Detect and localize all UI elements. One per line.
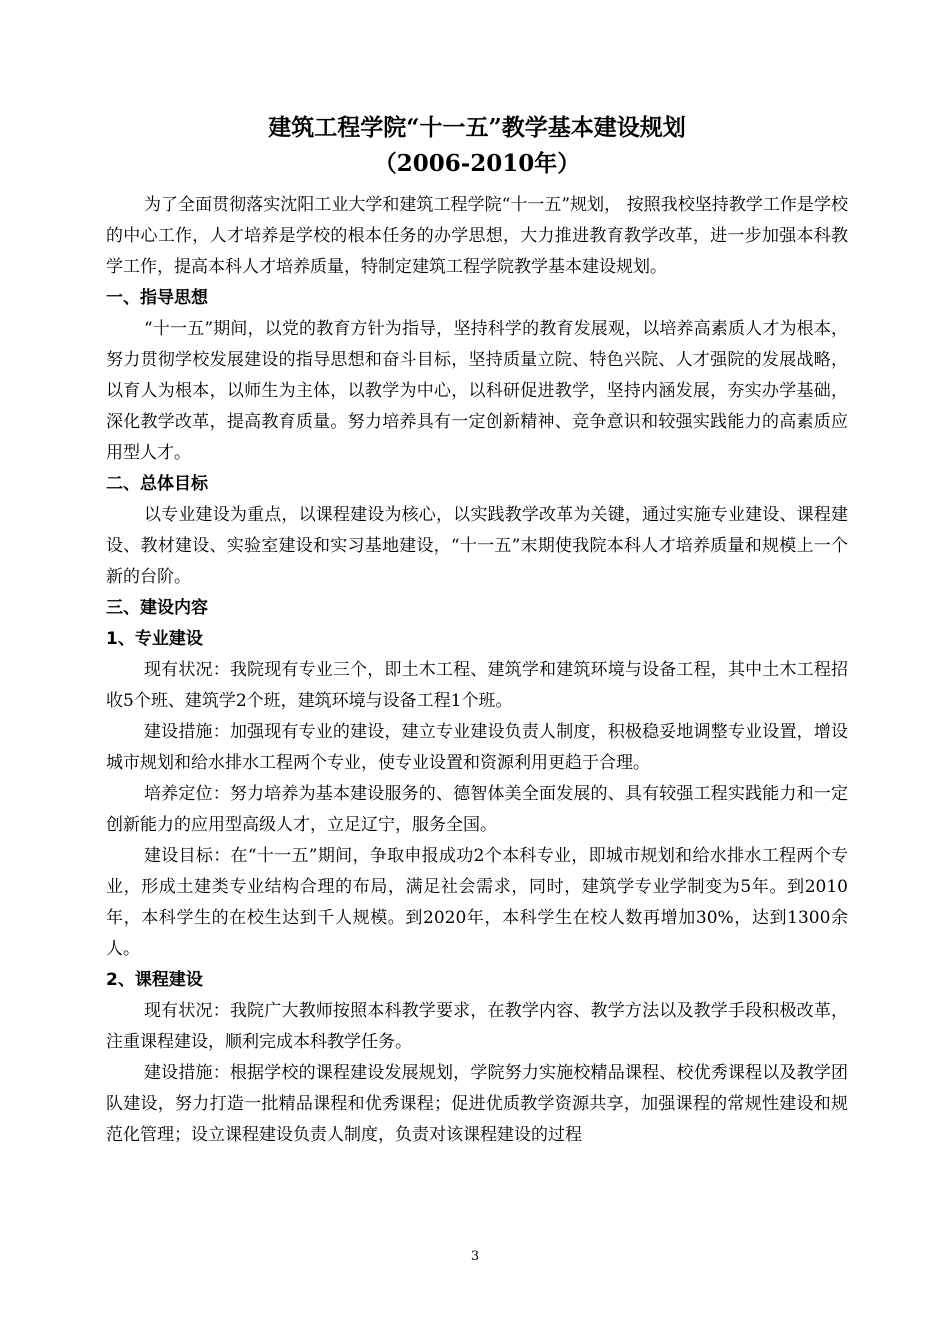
major-measures-paragraph: 建设措施：加强现有专业的建设，建立专业建设负责人制度，积极稳妥地调整专业设置，增设城市规划和给水排水工程两个专业，使专业设置和资源利用更趋于合理。 <box>106 722 848 773</box>
major-goals-paragraph: 建设目标：在“十一五”期间，争取申报成功2个本科专业，即城市规划和给水排水工程两个专业，形成土建类专业结构合理的布局，满足社会需求，同时，建筑学专业学制变为5年。到2010年，本科学生的在校生达到千人规模。到2020年，本科学生在校人数再增加30%，达到1300余人。 <box>106 846 848 959</box>
page-number: 3 <box>470 1249 480 1264</box>
course-measures-paragraph: 建设措施：根据学校的课程建设发展规划，学院努力实施校精品课程、校优秀课程以及教学团队建设，努力打造一批精品课程和优秀课程；促进优质教学资源共享，加强课程的常规性建设和规范化管理；设立课程建设负责人制度，负责对该课程建设的过程 <box>106 1063 848 1145</box>
overall-goal-paragraph: 以专业建设为重点，以课程建设为核心，以实践教学改革为关键，通过实施专业建设、课程建设、教材建设、实验室建设和实习基地建设，“十一五”末期使我院本科人才培养质量和规模上一个新的台阶。 <box>106 505 848 587</box>
major-status-paragraph: 现有状况：我院现有专业三个，即土木工程、建筑学和建筑环境与设备工程，其中土木工程招收5个班、建筑学2个班，建筑环境与设备工程1个班。 <box>106 660 848 711</box>
intro-paragraph: 为了全面贯彻落实沈阳工业大学和建筑工程学院“十一五”规划， 按照我校坚持教学工作是学校的中心工作，人才培养是学校的根本任务的办学思想，大力推进教育教学改革，进一步加强本科教学工作，提高本科人才培养质量，特制定建筑工程学院教学基本建设规划。 <box>106 195 848 277</box>
subsection-heading-course-construction: 2、课程建设 <box>106 970 203 990</box>
document-body <box>106 110 848 1151</box>
section-heading-overall-goal: 二、总体目标 <box>106 474 208 494</box>
major-positioning-paragraph: 培养定位：努力培养为基本建设服务的、德智体美全面发展的、具有较强工程实践能力和一定创新能力的应用型高级人才，立足辽宁，服务全国。 <box>106 784 848 835</box>
guiding-ideology-paragraph: “十一五”期间，以党的教育方针为指导，坚持科学的教育发展观，以培养高素质人才为根本，努力贯彻学校发展建设的指导思想和奋斗目标，坚持质量立院、特色兴院、人才强院的发展战略，以育人为根本，以师生为主体，以教学为中心，以科研促进教学，坚持内涵发展，夯实办学基础，深化教学改革，提高教育质量。努力培养具有一定创新精神、竞争意识和较强实践能力的高素质应用型人才。 <box>106 319 848 463</box>
section-heading-guiding-ideology: 一、指导思想 <box>106 288 208 308</box>
section-heading-construction-content: 三、建设内容 <box>106 598 208 618</box>
document-title: 建筑工程学院“十一五”教学基本建设规划 <box>268 114 686 141</box>
course-status-paragraph: 现有状况：我院广大教师按照本科教学要求，在教学内容、教学方法以及教学手段积极改革，注重课程建设，顺利完成本科教学任务。 <box>106 1001 848 1052</box>
document-subtitle: （2006-2010年） <box>373 150 581 177</box>
subsection-heading-major-construction: 1、专业建设 <box>106 629 203 649</box>
